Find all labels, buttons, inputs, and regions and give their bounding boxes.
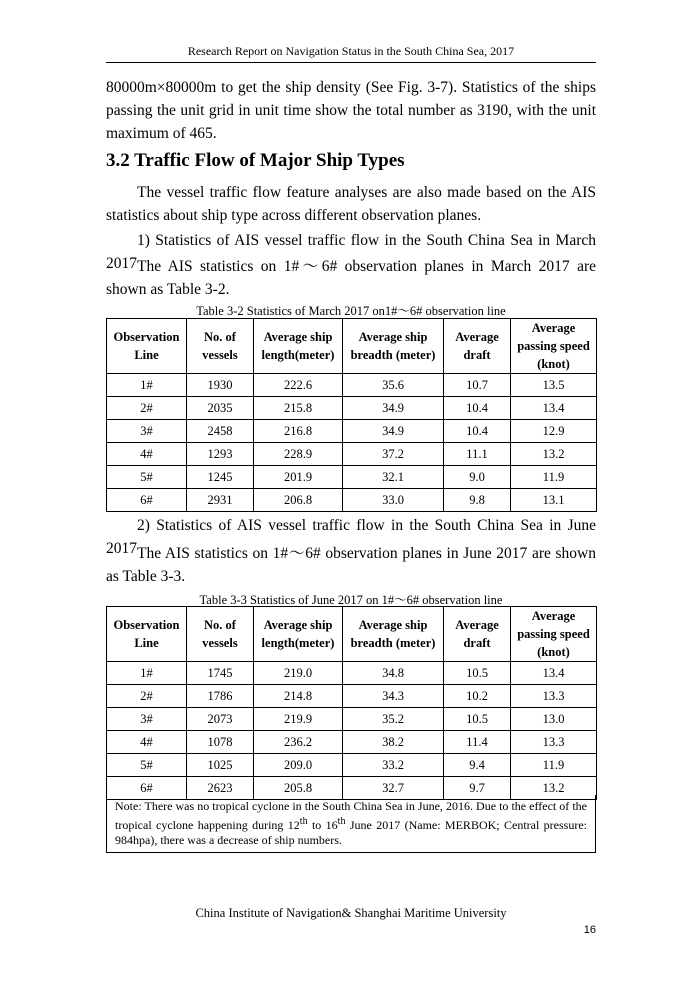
table-cell: 5# (107, 466, 187, 489)
table-cell: 32.7 (343, 777, 444, 800)
table-row (107, 731, 597, 754)
table-row (107, 754, 597, 777)
table1-header-cell: No. of vessels (187, 319, 254, 374)
table-cell: 2623 (187, 777, 254, 800)
table-row (107, 489, 597, 512)
table-cell: 34.8 (343, 662, 444, 685)
table-cell: 2035 (187, 397, 254, 420)
table-cell: 10.5 (444, 662, 511, 685)
section-paragraph: The vessel traffic flow feature analyses are also made based on the AIS statistics about ship type across different observation planes. (106, 184, 596, 224)
table-cell: 9.7 (444, 777, 511, 800)
table-cell: 206.8 (254, 489, 343, 512)
table-cell: 13.2 (511, 443, 597, 466)
note-sup-1: th (299, 816, 308, 827)
table1-header-cell: Average draft (444, 319, 511, 374)
table-cell: 6# (107, 777, 187, 800)
note-sup-2: th (337, 816, 346, 827)
table-cell: 9.0 (444, 466, 511, 489)
table2-caption: Table 3-3 Statistics of June 2017 on 1#～6# observation line (199, 593, 503, 607)
table-cell: 11.1 (444, 443, 511, 466)
table-cell: 1930 (187, 374, 254, 397)
table-row (107, 466, 597, 489)
table-cell: 4# (107, 731, 187, 754)
table-cell: 10.7 (444, 374, 511, 397)
table-cell: 32.1 (343, 466, 444, 489)
table-cell: 1078 (187, 731, 254, 754)
table-cell: 1# (107, 374, 187, 397)
table-row (107, 397, 597, 420)
table2-header-cell: Average passing speed (knot) (511, 607, 597, 662)
table-cell: 1# (107, 662, 187, 685)
table-cell: 10.2 (444, 685, 511, 708)
table-cell: 214.8 (254, 685, 343, 708)
table-cell: 38.2 (343, 731, 444, 754)
table-cell: 13.1 (511, 489, 597, 512)
running-header: Research Report on Navigation Status in the South China Sea, 2017 (106, 44, 596, 63)
table-cell: 215.8 (254, 397, 343, 420)
table1-header-row (107, 319, 597, 374)
table-cell: 216.8 (254, 420, 343, 443)
table-cell: 11.4 (444, 731, 511, 754)
table-cell: 13.3 (511, 731, 597, 754)
table-cell: 1745 (187, 662, 254, 685)
table1-header-cell: Average passing speed (knot) (511, 319, 597, 374)
table-march-2017 (106, 318, 597, 512)
table-cell: 219.0 (254, 662, 343, 685)
table1-body (107, 374, 597, 512)
table-cell: 34.9 (343, 397, 444, 420)
table-cell: 13.3 (511, 685, 597, 708)
table-cell: 33.0 (343, 489, 444, 512)
sub2-paragraph: The AIS statistics on 1#～6# observation planes in June 2017 are shown as Table 3-3. (106, 545, 596, 585)
table-cell: 13.2 (511, 777, 597, 800)
note-text-1: Note: There was no tropical cyclone in the South China Sea in June, 2016. Due to the effect of the tropical cyclone happening during 12 (115, 799, 587, 832)
table-cell: 219.9 (254, 708, 343, 731)
table-cell: 201.9 (254, 466, 343, 489)
table-cell: 4# (107, 443, 187, 466)
table-cell: 1245 (187, 466, 254, 489)
note-text-2: to 16 (307, 818, 338, 832)
sub1-paragraph: The AIS statistics on 1#～6# observation planes in March 2017 are shown as Table 3-2. (106, 258, 596, 298)
table-row (107, 374, 597, 397)
table-cell: 222.6 (254, 374, 343, 397)
table-cell: 1293 (187, 443, 254, 466)
table-cell: 2073 (187, 708, 254, 731)
table-cell: 6# (107, 489, 187, 512)
table-cell: 13.5 (511, 374, 597, 397)
table-june-2017 (106, 606, 597, 800)
table-cell: 9.4 (444, 754, 511, 777)
table-cell: 13.4 (511, 662, 597, 685)
table-cell: 205.8 (254, 777, 343, 800)
table-cell: 10.4 (444, 397, 511, 420)
table-cell: 11.9 (511, 754, 597, 777)
table-cell: 11.9 (511, 466, 597, 489)
table-cell: 1786 (187, 685, 254, 708)
table-cell: 35.2 (343, 708, 444, 731)
table-cell: 2# (107, 685, 187, 708)
table-cell: 34.3 (343, 685, 444, 708)
table2-header-cell: Average ship length(meter) (254, 607, 343, 662)
table-cell: 34.9 (343, 420, 444, 443)
table2-header-cell: Average ship breadth (meter) (343, 607, 444, 662)
table-cell: 2931 (187, 489, 254, 512)
table-row (107, 420, 597, 443)
table1-header-cell: Observation Line (107, 319, 187, 374)
table-cell: 9.8 (444, 489, 511, 512)
table-row (107, 708, 597, 731)
table-cell: 3# (107, 708, 187, 731)
table2-body (107, 662, 597, 800)
table-cell: 10.4 (444, 420, 511, 443)
table-cell: 228.9 (254, 443, 343, 466)
table-cell: 33.2 (343, 754, 444, 777)
table-cell: 2458 (187, 420, 254, 443)
sub2-heading: 2) Statistics of AIS vessel traffic flow in the South China Sea in June 2017 (106, 517, 596, 557)
footer: China Institute of Navigation& Shanghai Maritime University (195, 906, 507, 920)
table-cell: 1025 (187, 754, 254, 777)
table-cell: 3# (107, 420, 187, 443)
intro-paragraph: 80000m×80000m to get the ship density (See Fig. 3-7). Statistics of the ships passing the unit grid in unit time show the total number as 3190, with the unit maximum of 465. (106, 79, 596, 142)
table-cell: 2# (107, 397, 187, 420)
table-cell: 236.2 (254, 731, 343, 754)
table1-header-cell: Average ship length(meter) (254, 319, 343, 374)
table1-header-cell: Average ship breadth (meter) (343, 319, 444, 374)
table-row (107, 662, 597, 685)
table-cell: 209.0 (254, 754, 343, 777)
table-cell: 10.5 (444, 708, 511, 731)
table-cell: 13.0 (511, 708, 597, 731)
table-cell: 5# (107, 754, 187, 777)
table-row (107, 443, 597, 466)
table2-note (106, 795, 596, 853)
table2-header-cell: Observation Line (107, 607, 187, 662)
sub1-heading: 1) Statistics of AIS vessel traffic flow in the South China Sea in March 2017 (106, 232, 596, 272)
table-cell: 35.6 (343, 374, 444, 397)
table2-header-cell: No. of vessels (187, 607, 254, 662)
table-cell: 13.4 (511, 397, 597, 420)
table2-header-cell: Average draft (444, 607, 511, 662)
table1-caption: Table 3-2 Statistics of March 2017 on1#～6# observation line (196, 304, 506, 318)
table2-header-row (107, 607, 597, 662)
table-cell: 12.9 (511, 420, 597, 443)
note-text-3: June 2017 (Name: MERBOK; Central pressure: 984hpa), there was a decrease of ship numbers. (115, 818, 588, 847)
table-cell: 37.2 (343, 443, 444, 466)
page-number: 16 (583, 924, 596, 936)
section-title: 3.2 Traffic Flow of Major Ship Types (106, 150, 405, 171)
table-row (107, 685, 597, 708)
